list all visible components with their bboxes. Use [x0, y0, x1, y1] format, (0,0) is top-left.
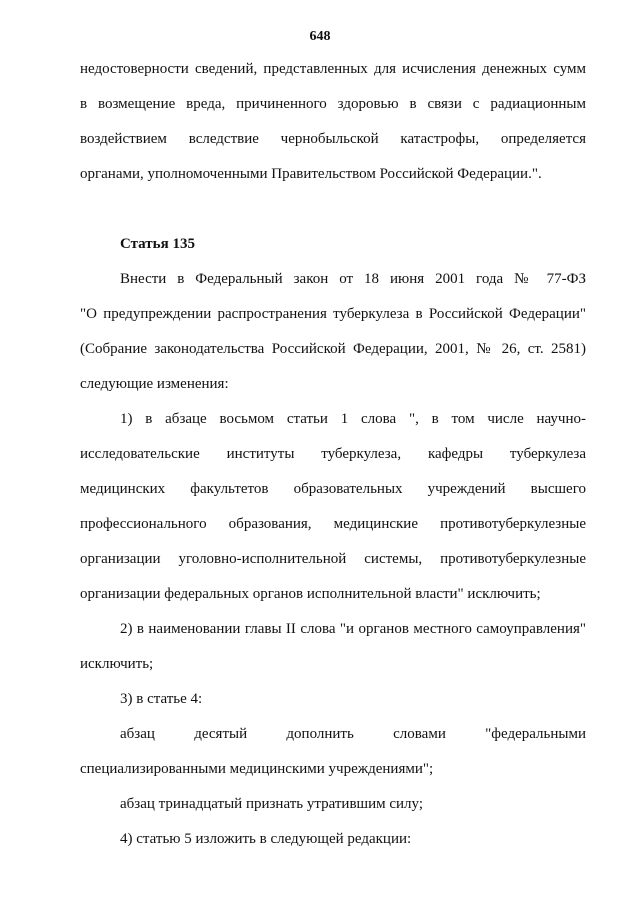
- text-line: в возмещение вреда, причиненного здоровью в связи с радиационным: [80, 96, 586, 112]
- text-line: "О предупреждении распространения туберкулеза в Российской Федерации": [80, 306, 586, 322]
- text-line: абзац тринадцатый признать утратившим силу;: [120, 796, 423, 812]
- text-line: 2) в наименовании главы II слова "и органов местного самоуправления": [120, 621, 586, 637]
- article-heading: Статья 135: [120, 236, 195, 252]
- text-line: медицинских факультетов образовательных учреждений высшего: [80, 481, 586, 497]
- text-line: 4) статью 5 изложить в следующей редакции:: [120, 831, 412, 847]
- text-line: специализированными медицинскими учреждениями";: [80, 761, 434, 777]
- text-line: 1) в абзаце восьмом статьи 1 слова ", в том числе научно-: [120, 411, 586, 427]
- text-line: профессионального образования, медицинские противотуберкулезные: [80, 516, 586, 532]
- text-line: организации уголовно-исполнительной системы, противотуберкулезные: [80, 551, 586, 567]
- text-line: организации федеральных органов исполнительной власти" исключить;: [80, 586, 541, 602]
- text-line: недостоверности сведений, представленных для исчисления денежных сумм: [80, 61, 586, 77]
- page-number: 648: [309, 29, 331, 44]
- text-line: органами, уполномоченными Правительством Российской Федерации.".: [80, 166, 542, 182]
- text-line: Внести в Федеральный закон от 18 июня 2001 года № 77-ФЗ: [120, 271, 586, 287]
- text-line: (Собрание законодательства Российской Федерации, 2001, № 26, ст. 2581): [80, 341, 586, 357]
- text-line: воздействием вследствие чернобыльской катастрофы, определяется: [80, 131, 586, 147]
- text-line: следующие изменения:: [80, 376, 229, 392]
- text-line: исключить;: [80, 656, 154, 672]
- text-line: 3) в статье 4:: [120, 691, 203, 707]
- text-line: исследовательские институты туберкулеза, кафедры туберкулеза: [80, 446, 586, 462]
- text-line: абзац десятый дополнить словами "федеральными: [120, 726, 586, 742]
